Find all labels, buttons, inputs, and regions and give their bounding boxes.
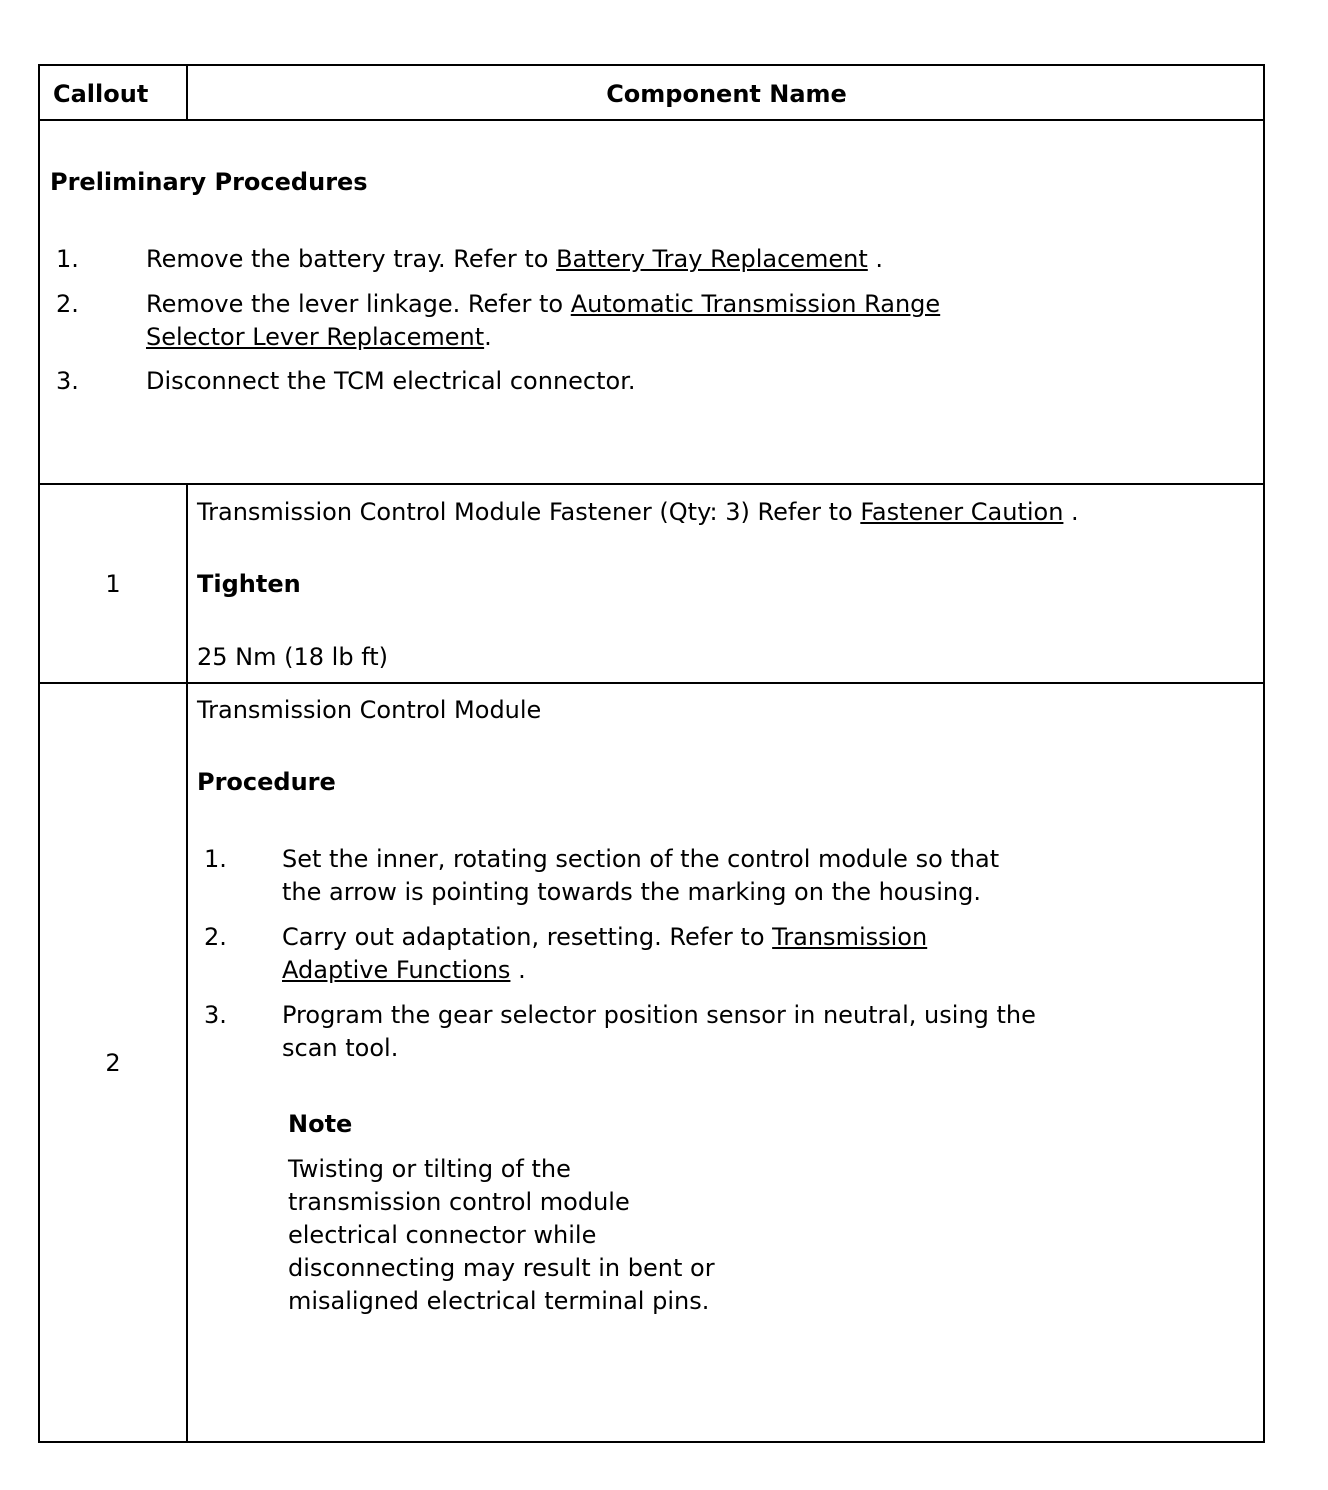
callout-number-2: 2	[105, 1049, 121, 1077]
component-name-column-header: Component Name	[606, 80, 847, 108]
fastener-caution-link[interactable]: Fastener Caution	[860, 498, 1064, 526]
note-line: electrical connector while	[288, 1221, 597, 1249]
procedure-step-2-line-2	[282, 954, 526, 987]
tighten-heading: Tighten	[197, 570, 301, 598]
component-name-text: Transmission Control Module Fastener (Qty: 3) Refer to	[197, 498, 861, 526]
preliminary-step-2-continued	[146, 321, 492, 354]
preliminary-step-number: 2.	[56, 290, 79, 318]
procedure-step-3-line-2: scan tool.	[282, 1034, 399, 1062]
step-text: Remove the lever linkage. Refer to	[146, 290, 571, 318]
selector-lever-replacement-link[interactable]: Selector Lever Replacement	[146, 323, 485, 351]
procedure-step-3-line-1: Program the gear selector position sensor in neutral, using the	[282, 1001, 1036, 1029]
note-line: disconnecting may result in bent or	[288, 1254, 715, 1282]
transmission-adaptive-functions-link[interactable]: Transmission	[772, 923, 928, 951]
procedure-heading: Procedure	[197, 768, 336, 796]
name-suffix: .	[1063, 498, 1079, 526]
preliminary-step-1	[146, 243, 883, 276]
preliminary-step-2	[146, 288, 940, 321]
note-line: Twisting or tilting of the	[288, 1155, 571, 1183]
procedure-step-2-line-1	[282, 921, 927, 954]
callout-column-header: Callout	[53, 80, 149, 108]
row1-component-name	[197, 496, 1079, 529]
transmission-adaptive-functions-link[interactable]: Adaptive Functions	[282, 956, 511, 984]
note-line: transmission control module	[288, 1188, 630, 1216]
row1-bottom-divider	[40, 682, 1263, 684]
procedure-step-1-line-2: the arrow is pointing towards the marking on the housing.	[282, 878, 981, 906]
step-suffix: .	[484, 323, 492, 351]
rows-column-divider	[186, 484, 188, 1443]
battery-tray-replacement-link[interactable]: Battery Tray Replacement	[556, 245, 868, 273]
step-suffix: .	[867, 245, 884, 273]
callout-number-1: 1	[105, 570, 121, 598]
preliminary-bottom-divider	[40, 483, 1263, 485]
preliminary-procedures-title: Preliminary Procedures	[50, 168, 368, 196]
note-line: misaligned electrical terminal pins.	[288, 1287, 710, 1315]
procedure-step-1-line-1: Set the inner, rotating section of the control module so that	[282, 845, 1000, 873]
component-table	[38, 64, 1265, 1443]
note-title: Note	[288, 1110, 353, 1138]
step-suffix: .	[510, 956, 526, 984]
preliminary-step-number: 3.	[56, 367, 79, 395]
preliminary-step-number: 1.	[56, 245, 79, 273]
step-text: Remove the battery tray. Refer to	[146, 245, 557, 273]
selector-lever-replacement-link[interactable]: Automatic Transmission Range	[570, 290, 941, 318]
procedure-step-number: 2.	[204, 923, 227, 951]
row2-component-name: Transmission Control Module	[197, 696, 542, 724]
procedure-step-number: 3.	[204, 1001, 227, 1029]
torque-spec: 25 Nm (18 lb ft)	[197, 643, 388, 671]
header-bottom-divider	[40, 119, 1263, 121]
preliminary-step-3: Disconnect the TCM electrical connector.	[146, 367, 636, 395]
step-text: Carry out adaptation, resetting. Refer to	[282, 923, 773, 951]
procedure-step-number: 1.	[204, 845, 227, 873]
